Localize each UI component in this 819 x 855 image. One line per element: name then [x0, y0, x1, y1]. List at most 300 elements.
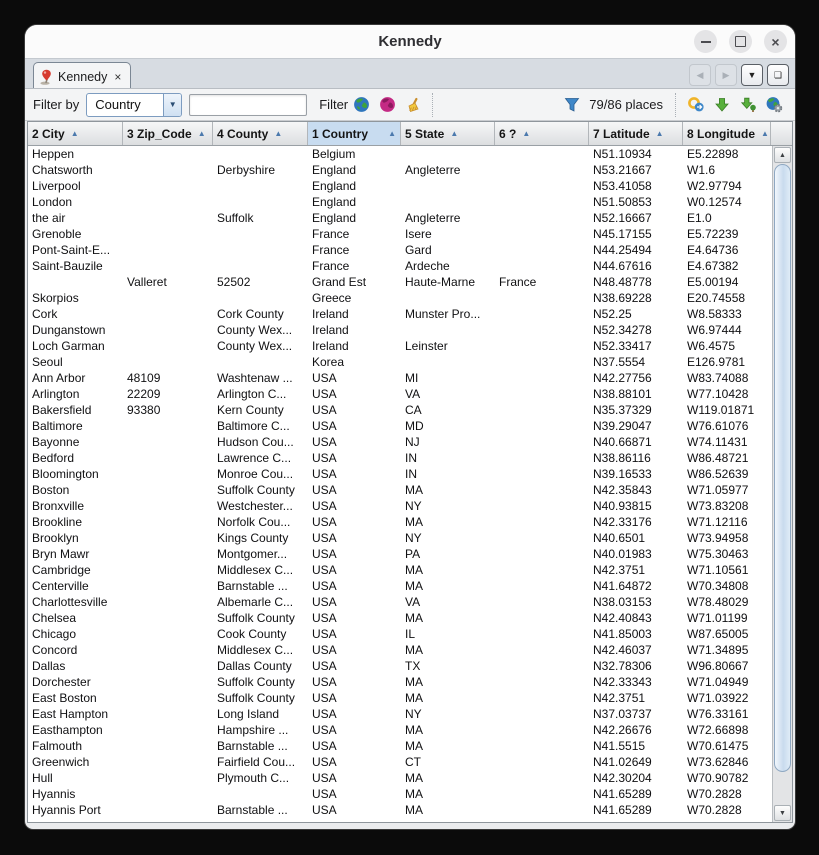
column-header-label: 6 ?	[499, 126, 517, 141]
table-cell: N52.16667	[593, 211, 652, 225]
table-cell: W96.80667	[687, 659, 749, 673]
table-cell: Ann Arbor	[32, 371, 86, 385]
column-header[interactable]	[495, 122, 589, 145]
table-cell: Hampshire ...	[217, 723, 289, 737]
scroll-up-button[interactable]: ▲	[774, 147, 791, 163]
table-cell: MI	[405, 371, 419, 385]
tab-nav	[689, 64, 789, 86]
table-cell: MA	[405, 675, 423, 689]
toolbar-separator	[432, 93, 434, 117]
table-cell: Bedford	[32, 451, 75, 465]
table-cell: Leinster	[405, 339, 448, 353]
table-cell: NY	[405, 499, 422, 513]
table-cell: Brookline	[32, 515, 83, 529]
table-cell: W8.58333	[687, 307, 742, 321]
table-cell: USA	[312, 563, 337, 577]
globe-pink-icon[interactable]	[376, 94, 398, 116]
table-row[interactable]	[28, 146, 772, 162]
table-cell: E1.0	[687, 211, 712, 225]
table-cell: N38.88101	[593, 387, 652, 401]
app-window	[25, 25, 795, 829]
close-button[interactable]	[764, 30, 787, 53]
table-cell: USA	[312, 451, 337, 465]
places-table	[27, 121, 793, 823]
table-cell: MA	[405, 739, 423, 753]
table-cell: Kings County	[217, 531, 289, 545]
table-cell: N40.6501	[593, 531, 646, 545]
table-cell: N32.78306	[593, 659, 652, 673]
column-header-label: 7 Latitude	[593, 126, 650, 141]
table-row[interactable]	[28, 754, 772, 770]
table-cell: Suffolk	[217, 211, 254, 225]
table-cell: VA	[405, 595, 421, 609]
table-row[interactable]	[28, 434, 772, 450]
filter-field-combobox[interactable]	[86, 93, 182, 117]
table-cell: MA	[405, 803, 423, 817]
table-cell: England	[312, 163, 357, 177]
table-cell: N37.03737	[593, 707, 652, 721]
table-cell: W74.11431	[687, 435, 748, 449]
table-cell: N42.35843	[593, 483, 652, 497]
table-cell: N42.26676	[593, 723, 652, 737]
table-cell: Bryn Mawr	[32, 547, 90, 561]
column-header[interactable]	[589, 122, 683, 145]
sort-asc-icon: ▲	[655, 129, 664, 138]
table-row[interactable]	[28, 178, 772, 194]
table-cell: Arlington C...	[217, 387, 287, 401]
header-corner	[771, 122, 792, 145]
table-cell: MD	[405, 419, 424, 433]
table-cell: N51.10934	[593, 147, 652, 161]
table-cell: Valleret	[127, 275, 167, 289]
table-row[interactable]	[28, 626, 772, 642]
table-row[interactable]	[28, 594, 772, 610]
table-cell: Boston	[32, 483, 70, 497]
table-row[interactable]	[28, 578, 772, 594]
table-cell: W86.52639	[687, 467, 749, 481]
column-header-label: 3 Zip_Code	[127, 126, 192, 141]
table-cell: E5.22898	[687, 147, 739, 161]
table-cell: 93380	[127, 403, 161, 417]
table-cell: 22209	[127, 387, 161, 401]
table-row[interactable]	[28, 354, 772, 370]
table-cell: Suffolk County	[217, 691, 295, 705]
table-cell: Ardeche	[405, 259, 450, 273]
table-cell: Cambridge	[32, 563, 91, 577]
table-row[interactable]	[28, 498, 772, 514]
table-cell: MA	[405, 515, 423, 529]
table-cell: W72.66898	[687, 723, 749, 737]
table-cell: W71.04949	[687, 675, 749, 689]
table-cell: W1.6	[687, 163, 716, 177]
table-cell: Hudson Cou...	[217, 435, 294, 449]
tab-kennedy[interactable]	[33, 62, 131, 90]
table-cell: W73.94958	[687, 531, 749, 545]
sort-asc-icon: ▲	[197, 129, 206, 138]
tab-forward-button[interactable]: ▶	[715, 64, 737, 86]
table-cell: W6.4575	[687, 339, 736, 353]
table-cell: N41.02649	[593, 755, 652, 769]
table-cell: County Wex...	[217, 339, 293, 353]
table-row[interactable]	[28, 610, 772, 626]
table-cell: MA	[405, 483, 423, 497]
table-row[interactable]	[28, 402, 772, 418]
table-cell: N41.64872	[593, 579, 652, 593]
table-cell: W70.2828	[687, 787, 742, 801]
table-cell: Centerville	[32, 579, 89, 593]
table-cell: USA	[312, 627, 337, 641]
table-cell: Angleterre	[405, 163, 461, 177]
table-cell: Isere	[405, 227, 432, 241]
table-cell: USA	[312, 739, 337, 753]
globe-gear-icon[interactable]	[763, 94, 785, 116]
table-cell: Barnstable ...	[217, 579, 288, 593]
tab-detach-button[interactable]: ❏	[767, 64, 789, 86]
table-cell: USA	[312, 547, 337, 561]
tab-label: Kennedy	[58, 69, 108, 84]
download-tree-icon[interactable]	[737, 94, 759, 116]
table-cell: Kern County	[217, 403, 284, 417]
table-row[interactable]	[28, 562, 772, 578]
table-cell: Suffolk County	[217, 483, 295, 497]
globe-icon[interactable]	[350, 94, 372, 116]
table-cell: Cork County	[217, 307, 284, 321]
table-row[interactable]	[28, 194, 772, 210]
table-cell: Charlottesville	[32, 595, 108, 609]
table-cell: W75.30463	[687, 547, 749, 561]
table-cell: E5.00194	[687, 275, 739, 289]
table-cell: N41.5515	[593, 739, 646, 753]
table-cell: NY	[405, 531, 422, 545]
table-cell: Chicago	[32, 627, 77, 641]
table-cell: N42.27756	[593, 371, 652, 385]
table-cell: E20.74558	[687, 291, 746, 305]
table-cell: France	[312, 227, 350, 241]
download-arrow-icon[interactable]	[711, 94, 733, 116]
broom-icon[interactable]	[402, 94, 424, 116]
sort-asc-icon: ▲	[70, 129, 79, 138]
table-cell: Hull	[32, 771, 53, 785]
table-cell: Ireland	[312, 307, 349, 321]
table-cell: N52.33417	[593, 339, 652, 353]
table-cell: W71.03922	[687, 691, 749, 705]
table-cell: N42.46037	[593, 643, 652, 657]
table-cell: USA	[312, 723, 337, 737]
title-bar	[25, 25, 795, 58]
column-header[interactable]	[28, 122, 123, 145]
table-cell: E5.72239	[687, 227, 739, 241]
table-cell: N39.16533	[593, 467, 652, 481]
table-cell: N52.25	[593, 307, 632, 321]
table-row[interactable]	[28, 482, 772, 498]
table-cell: N35.37329	[593, 403, 652, 417]
table-cell: W73.83208	[687, 499, 749, 513]
sort-asc-icon: ▲	[761, 129, 769, 138]
table-row[interactable]	[28, 450, 772, 466]
table-cell: N51.50853	[593, 195, 652, 209]
table-cell: Haute-Marne	[405, 275, 476, 289]
table-cell: USA	[312, 579, 337, 593]
table-cell: N38.86116	[593, 451, 651, 465]
table-cell: USA	[312, 499, 337, 513]
tab-back-button[interactable]: ◀	[689, 64, 711, 86]
table-row[interactable]	[28, 514, 772, 530]
filter-toolbar	[25, 88, 795, 121]
table-row[interactable]	[28, 210, 772, 226]
table-cell: W70.34808	[687, 579, 749, 593]
sort-asc-icon: ▲	[450, 129, 459, 138]
places-count: 79/86 places	[589, 97, 663, 112]
table-cell: MA	[405, 643, 423, 657]
table-cell: France	[312, 243, 350, 257]
table-cell: E126.9781	[687, 355, 746, 369]
table-cell: W77.10428	[687, 387, 749, 401]
table-cell: Baltimore	[32, 419, 83, 433]
table-row[interactable]	[28, 770, 772, 786]
table-cell: TX	[405, 659, 421, 673]
sort-asc-icon: ▲	[522, 129, 531, 138]
table-row[interactable]	[28, 418, 772, 434]
table-cell: Pont-Saint-E...	[32, 243, 111, 257]
tab-close-icon[interactable]: ×	[114, 69, 122, 84]
table-cell: Cook County	[217, 627, 287, 641]
table-row[interactable]	[28, 242, 772, 258]
table-cell: Baltimore C...	[217, 419, 290, 433]
table-cell: N45.17155	[593, 227, 652, 241]
table-cell: IN	[405, 467, 417, 481]
table-cell: Barnstable ...	[217, 739, 288, 753]
table-cell: Chelsea	[32, 611, 77, 625]
table-cell: Westchester...	[217, 499, 293, 513]
table-cell: Bloomington	[32, 467, 99, 481]
table-cell: Skorpios	[32, 291, 79, 305]
table-cell: Hyannis Port	[32, 803, 101, 817]
vertical-scrollbar[interactable]	[772, 146, 792, 822]
table-row[interactable]	[28, 338, 772, 354]
table-cell: USA	[312, 787, 337, 801]
table-cell: IN	[405, 451, 417, 465]
table-cell: N42.3751	[593, 691, 646, 705]
table-cell: N48.48778	[593, 275, 652, 289]
map-pin-icon	[40, 69, 53, 85]
table-row[interactable]	[28, 322, 772, 338]
table-cell: W73.62846	[687, 755, 749, 769]
table-row[interactable]	[28, 658, 772, 674]
table-cell: USA	[312, 611, 337, 625]
table-cell: France	[499, 275, 537, 289]
table-cell: Gard	[405, 243, 432, 257]
table-cell: USA	[312, 803, 337, 817]
table-cell: N39.29047	[593, 419, 652, 433]
table-cell: W83.74088	[687, 371, 749, 385]
table-row[interactable]	[28, 274, 772, 290]
table-cell: Suffolk County	[217, 611, 295, 625]
table-cell: England	[312, 195, 357, 209]
table-row[interactable]	[28, 722, 772, 738]
table-row[interactable]	[28, 786, 772, 802]
table-cell: W119.01871	[687, 403, 755, 417]
funnel-icon	[561, 94, 583, 116]
table-cell: Derbyshire	[217, 163, 276, 177]
table-cell: MA	[405, 579, 423, 593]
table-row[interactable]	[28, 546, 772, 562]
table-cell: W76.61076	[687, 419, 749, 433]
table-cell: USA	[312, 467, 337, 481]
table-cell: N41.65289	[593, 803, 652, 817]
table-cell: County Wex...	[217, 323, 293, 337]
table-cell: USA	[312, 691, 337, 705]
tab-bar	[25, 58, 795, 89]
filter-label: Filter	[319, 97, 349, 112]
table-cell: Chatsworth	[32, 163, 93, 177]
table-row[interactable]	[28, 802, 772, 818]
window-title: Kennedy	[378, 33, 442, 50]
table-cell: N38.69228	[593, 291, 652, 305]
table-cell: N41.65289	[593, 787, 652, 801]
table-cell: Albemarle C...	[217, 595, 294, 609]
table-cell: N42.33176	[593, 515, 652, 529]
table-cell: W70.2828	[687, 803, 742, 817]
table-cell: MA	[405, 771, 423, 785]
table-row[interactable]	[28, 738, 772, 754]
table-cell: USA	[312, 371, 337, 385]
geocode-icon[interactable]	[685, 94, 707, 116]
table-cell: W2.97794	[687, 179, 742, 193]
table-cell: W0.12574	[687, 195, 742, 209]
table-cell: W71.01199	[687, 611, 748, 625]
table-cell: N40.93815	[593, 499, 652, 513]
window-controls	[694, 30, 787, 53]
scrollbar-thumb[interactable]	[774, 164, 791, 772]
table-cell: N38.03153	[593, 595, 652, 609]
table-cell: IL	[405, 627, 416, 641]
table-cell: Loch Garman	[32, 339, 105, 353]
table-row[interactable]	[28, 530, 772, 546]
table-cell: W71.12116	[687, 515, 748, 529]
table-cell: Monroe Cou...	[217, 467, 294, 481]
table-cell: USA	[312, 515, 337, 529]
table-cell: Norfolk Cou...	[217, 515, 291, 529]
table-cell: Greece	[312, 291, 352, 305]
table-row[interactable]	[28, 290, 772, 306]
table-cell: 52502	[217, 275, 251, 289]
table-cell: Bakersfield	[32, 403, 92, 417]
table-row[interactable]	[28, 306, 772, 322]
table-cell: Heppen	[32, 147, 75, 161]
close-icon: ×	[771, 33, 780, 50]
table-cell: the air	[32, 211, 66, 225]
table-cell: USA	[312, 595, 337, 609]
table-cell: N53.21667	[593, 163, 652, 177]
table-cell: USA	[312, 755, 337, 769]
column-header[interactable]	[123, 122, 213, 145]
table-cell: East Hampton	[32, 707, 109, 721]
maximize-icon	[735, 36, 746, 47]
table-cell: Easthampton	[32, 723, 103, 737]
table-row[interactable]	[28, 370, 772, 386]
table-cell: Dorchester	[32, 675, 91, 689]
column-header-label: 4 County	[217, 126, 269, 141]
table-cell: Liverpool	[32, 179, 81, 193]
table-cell: MA	[405, 563, 423, 577]
table-cell: Angleterre	[405, 211, 461, 225]
table-cell: N52.34278	[593, 323, 652, 337]
table-cell: W76.33161	[687, 707, 749, 721]
table-row[interactable]	[28, 642, 772, 658]
table-cell: VA	[405, 387, 421, 401]
column-header[interactable]	[683, 122, 771, 145]
table-cell: 48109	[127, 371, 161, 385]
sort-asc-icon: ▲	[274, 129, 283, 138]
minimize-button[interactable]	[694, 30, 717, 53]
table-cell: Long Island	[217, 707, 280, 721]
table-cell: N44.67616	[593, 259, 652, 273]
table-cell: CA	[405, 403, 422, 417]
table-cell: Lawrence C...	[217, 451, 292, 465]
filter-text-input[interactable]	[189, 94, 307, 116]
table-cell: W71.34895	[687, 643, 749, 657]
table-row[interactable]	[28, 674, 772, 690]
maximize-button[interactable]	[729, 30, 752, 53]
table-cell: Seoul	[32, 355, 63, 369]
table-cell: E4.67382	[687, 259, 739, 273]
table-cell: NJ	[405, 435, 420, 449]
column-header-label: 2 City	[32, 126, 65, 141]
table-cell: Hyannis	[32, 787, 76, 801]
filter-field-value: Country	[95, 97, 141, 112]
table-cell: Bronxville	[32, 499, 85, 513]
table-row[interactable]	[28, 258, 772, 274]
table-cell: W78.48029	[687, 595, 749, 609]
column-header[interactable]	[308, 122, 401, 145]
table-cell: Bayonne	[32, 435, 80, 449]
table-row[interactable]	[28, 226, 772, 242]
table-cell: MA	[405, 723, 423, 737]
table-cell: Dallas	[32, 659, 66, 673]
table-cell: Middlesex C...	[217, 563, 294, 577]
table-cell: W6.97444	[687, 323, 742, 337]
table-row[interactable]	[28, 690, 772, 706]
table-cell: NY	[405, 707, 422, 721]
table-cell: W70.61475	[687, 739, 749, 753]
table-cell: Falmouth	[32, 739, 83, 753]
scroll-down-button[interactable]: ▼	[774, 805, 791, 821]
table-cell: W87.65005	[687, 627, 749, 641]
table-cell: Concord	[32, 643, 78, 657]
table-cell: CT	[405, 755, 421, 769]
table-cell: MA	[405, 787, 423, 801]
table-row[interactable]	[28, 162, 772, 178]
table-row[interactable]	[28, 386, 772, 402]
table-cell: W71.10561	[687, 563, 749, 577]
table-cell: N42.30204	[593, 771, 652, 785]
table-cell: Munster Pro...	[405, 307, 481, 321]
table-cell: Dallas County	[217, 659, 292, 673]
table-cell: Grand Est	[312, 275, 367, 289]
column-header[interactable]	[213, 122, 308, 145]
table-cell: East Boston	[32, 691, 97, 705]
table-cell: Korea	[312, 355, 345, 369]
table-row[interactable]	[28, 706, 772, 722]
table-cell: W70.90782	[687, 771, 749, 785]
column-header[interactable]	[401, 122, 495, 145]
table-cell: N42.33343	[593, 675, 652, 689]
tab-list-button[interactable]: ▼	[741, 64, 763, 86]
chevron-down-icon[interactable]: ▼	[163, 94, 181, 116]
table-cell: USA	[312, 659, 337, 673]
table-cell: USA	[312, 403, 337, 417]
table-row[interactable]	[28, 466, 772, 482]
